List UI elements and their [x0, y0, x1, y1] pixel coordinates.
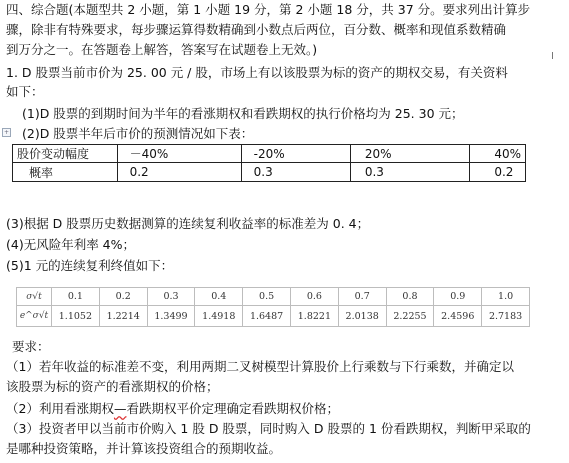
price-change-table	[12, 144, 526, 182]
sigma-cell: 0.1	[52, 288, 100, 306]
question-item2: (2)D 股票半年后市价的预测情况如下表：	[22, 126, 254, 141]
change-cell: 40%	[470, 145, 526, 163]
requirement3-line2: 是哪种投资策略，并计算该投资组合的预期收益。	[6, 441, 282, 456]
question-item1: (1)D 股票的到期时间为半年的看涨期权和看跌期权的执行价格均为 25. 30 元；	[22, 106, 464, 121]
factor-cell: 1.6487	[243, 306, 291, 327]
section-heading-line3: 到万分之一。在答题卷上解答，答案写在试题卷上无效。)	[6, 42, 318, 57]
table-row	[13, 145, 526, 163]
prob-cell: 0.3	[241, 163, 350, 182]
section-heading-line1: 四、综合题(本题型共 2 小题，第 1 小题 19 分，第 2 小题 18 分，共 37 分。要求列出计算步	[6, 2, 531, 17]
question-line2: 如下：	[6, 84, 44, 99]
factor-cell: 2.7183	[482, 306, 530, 327]
sigma-cell: 0.6	[290, 288, 338, 306]
requirement3-line1: （3）投资者甲以当前市价购入 1 股 D 股票，同时购入 D 股票的 1 份看跌期权，判断甲采取的	[6, 421, 531, 436]
requirement2-pre: （2）利用看涨期权	[6, 401, 114, 416]
factor-cell: 1.8221	[290, 306, 338, 327]
prob-cell: 0.3	[350, 163, 469, 182]
section-heading-line2: 骤，除非有特殊要求，每步骤运算得数精确到小数点后两位，百分数、概率和现值系数精确	[6, 22, 507, 37]
factor-cell: 2.2255	[386, 306, 434, 327]
question-item5: (5)1 元的连续复利终值如下：	[6, 258, 174, 273]
sigma-cell: 0.3	[147, 288, 195, 306]
change-cell: 20%	[350, 145, 469, 163]
factor-cell: 2.4596	[434, 306, 482, 327]
factor-cell: 2.0138	[338, 306, 386, 327]
sigma-cell: 0.4	[195, 288, 243, 306]
sigma-cell: 0.2	[99, 288, 147, 306]
prob-cell: 0.2	[470, 163, 526, 182]
row-label-prob: 概率	[13, 163, 118, 182]
factor-cell: 1.3499	[147, 306, 195, 327]
exp-sigma-label: e^σ√t	[17, 306, 52, 327]
prob-cell: 0.2	[117, 163, 241, 182]
factor-cell: 1.2214	[99, 306, 147, 327]
requirement1-line1: （1）若年收益的标准差不变，利用两期二叉树模型计算股价上行乘数与下行乘数，并确定以	[6, 359, 514, 374]
table-row	[13, 163, 526, 182]
text-cursor-icon	[552, 52, 558, 59]
sigma-cell: 0.7	[338, 288, 386, 306]
factor-cell: 1.4918	[195, 306, 243, 327]
requirement2	[6, 401, 339, 417]
sigma-root-t-label: σ√t	[17, 288, 52, 306]
sigma-cell: 0.9	[434, 288, 482, 306]
question-item3: (3)根据 D 股票历史数据测算的连续复利收益率的标准差为 0. 4；	[6, 216, 370, 231]
question-line1: 1. D 股票当前市价为 25. 00 元 / 股，市场上有以该股票为标的资产的期权交易，有关资料	[6, 65, 508, 80]
row-label-change: 股价变动幅度	[13, 145, 118, 163]
sigma-cell: 0.5	[243, 288, 291, 306]
compound-factor-table	[16, 287, 530, 327]
table-row	[17, 288, 530, 306]
table-row	[17, 306, 530, 327]
requirement1-line2: 该股票为标的资产的看涨期权的价格；	[6, 379, 219, 394]
requirements-title: 要求：	[12, 339, 50, 354]
change-cell: -20%	[241, 145, 350, 163]
requirement2-post: 看跌期权平价定理确定看跌期权价格；	[126, 401, 339, 416]
question-item4: (4)无风险年利率 4%；	[6, 237, 136, 252]
table-move-handle-icon[interactable]: +	[3, 129, 10, 136]
sigma-cell: 1.0	[482, 288, 530, 306]
change-cell: －40%	[117, 145, 241, 163]
sigma-cell: 0.8	[386, 288, 434, 306]
factor-cell: 1.1052	[52, 306, 100, 327]
requirement2-dash: —	[113, 401, 127, 416]
